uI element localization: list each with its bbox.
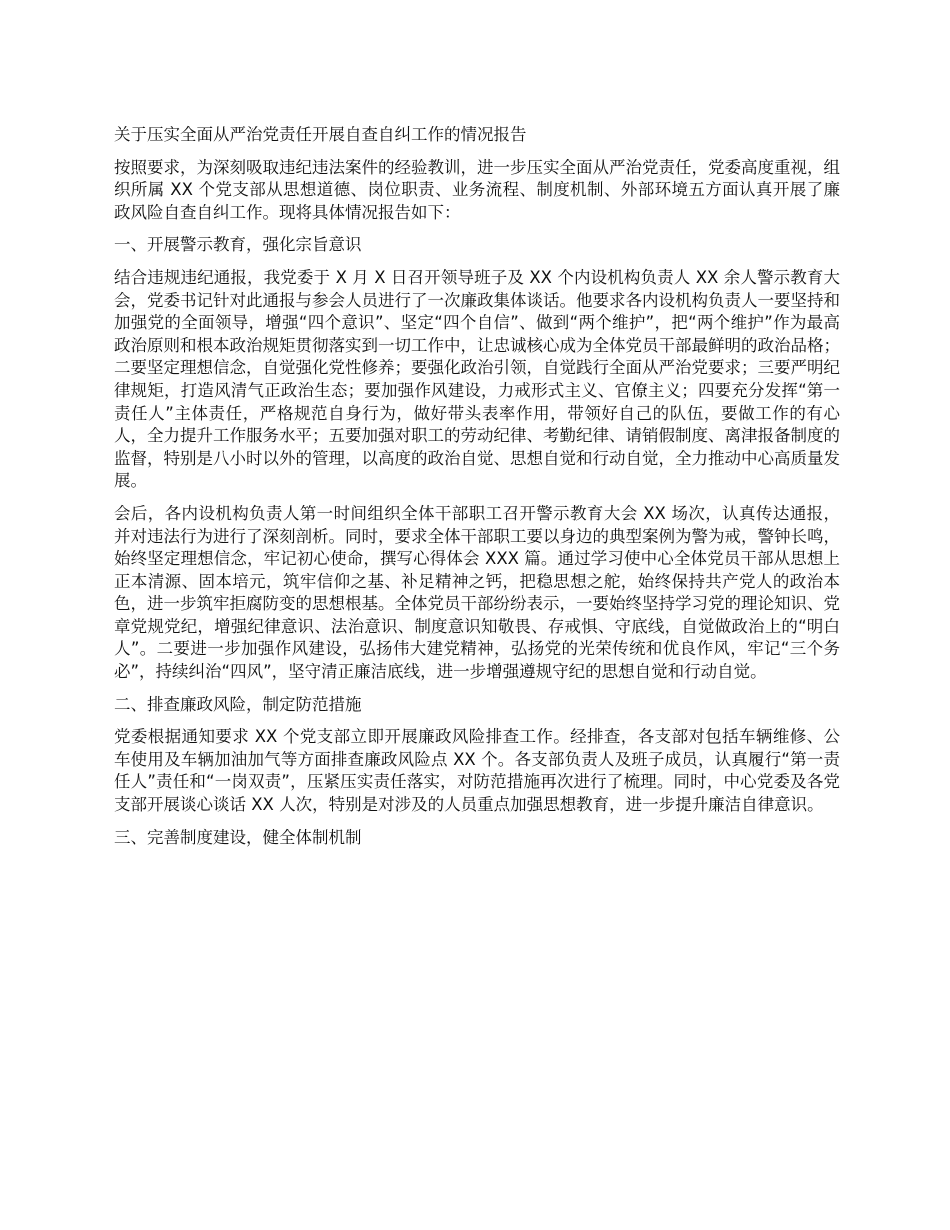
section-1-paragraph-2: 会后，各内设机构负责人第一时间组织全体干部职工召开警示教育大会 XX 场次，认真传达通报，并对违法行为进行了深刻剖析。同时，要求全体干部职工要以身边的典型案例为警为戒，警钟长鸣，始终坚定理想信念，牢记初心使命，撰写心得体会 XXX 篇。通过学习使中心全体党员干部从思想上正本清源、固本培元，筑牢信仰之基、补足精神之钙，把稳思想之舵，始终保持共产党人的政治本色，进一步筑牢拒腐防变的思想根基。全体党员干部纷纷表示，一要始终坚持学习党的理论知识、党章党规党纪，增强纪律意识、法治意识、制度意识知敬畏、存戒惧、守底线，自觉做政治上的“明白人”。二要进一步加强作风建设，弘扬伟大建党精神，弘扬党的光荣传统和优良作风，牢记“三个务必”，持续纠治“四风”，坚守清正廉洁底线，进一步增强遵规守纪的思想自觉和行动自觉。	[114, 503, 840, 682]
section-1-paragraph-1: 结合违规违纪通报，我党委于 X 月 X 日召开领导班子及 XX 个内设机构负责人 XX 余人警示教育大会，党委书记针对此通报与参会人员进行了一次廉政集体谈话。他要求各内设机构负责人一要坚持和加强党的全面领导，增强“四个意识”、坚定“四个自信”、做到“两个维护”，把“两个维护”作为最高政治原则和根本政治规矩贯彻落实到一切工作中，让忠诚核心成为全体党员干部最鲜明的政治品格；二要坚定理想信念，自觉强化党性修养；要强化政治引领，自觉践行全面从严治党要求；三要严明纪律规矩，打造风清气正政治生态；要加强作风建设，力戒形式主义、官僚主义；四要充分发挥“第一责任人”主体责任，严格规范自身行为，做好带头表率作用，带领好自己的队伍，要做工作的有心人，全力提升工作服务水平；五要加强对职工的劳动纪律、考勤纪律、请销假制度、离津报备制度的监督，特别是八小时以外的管理，以高度的政治自觉、思想自觉和行动自觉，全力推动中心高质量发展。	[114, 267, 840, 491]
section-3-heading: 三、完善制度建设，健全体制机制	[114, 827, 362, 847]
intro-paragraph: 按照要求，为深刻吸取违纪违法案件的经验教训，进一步压实全面从严治党责任，党委高度重视，组织所属 XX 个党支部从思想道德、岗位职责、业务流程、制度机制、外部环境五方面认真开展了廉政风险自查自纠工作。现将具体情况报告如下：	[114, 157, 840, 222]
document-title: 关于压实全面从严治党责任开展自查自纠工作的情况报告	[114, 125, 527, 144]
section-1-heading: 一、开展警示教育，强化宗旨意识	[114, 235, 362, 255]
section-2-paragraph-1: 党委根据通知要求 XX 个党支部立即开展廉政风险排查工作。经排查，各支部对包括车辆维修、公车使用及车辆加油加气等方面排查廉政风险点 XX 个。各支部负责人及班子成员，认真履行“第一责任人”责任和“一岗双责”，压紧压实责任落实，对防范措施再次进行了梳理。同时，中心党委及各党支部开展谈心谈话 XX 人次，特别是对涉及的人员重点加强思想教育，进一步提升廉洁自律意识。	[114, 727, 840, 815]
document-page	[114, 124, 840, 859]
section-2-heading: 二、排查廉政风险，制定防范措施	[114, 694, 362, 714]
